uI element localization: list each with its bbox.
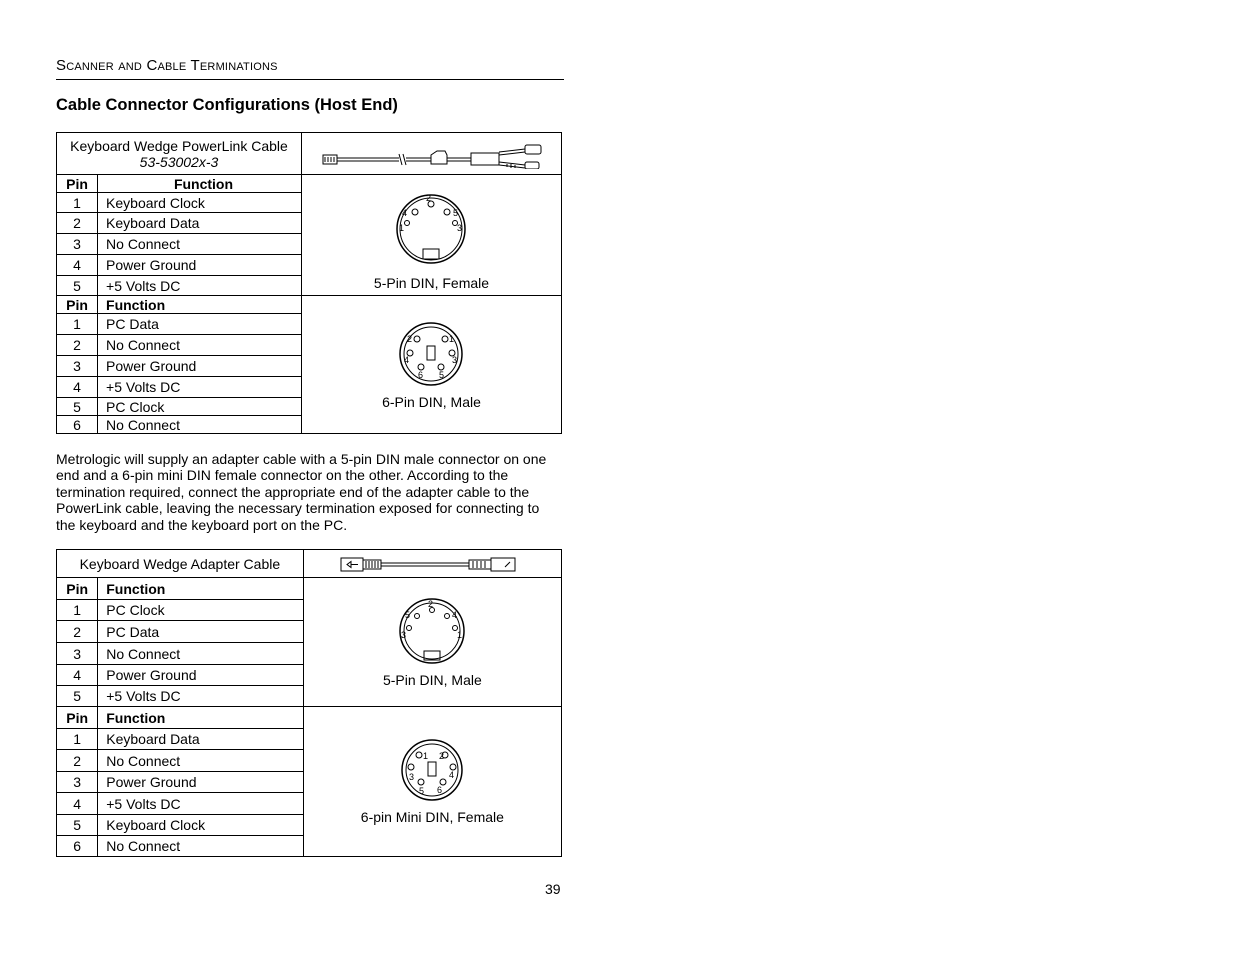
pin-cell: 4 xyxy=(57,255,98,276)
pin-number-label: 5 xyxy=(419,786,425,796)
pin-number-label: 3 xyxy=(452,355,458,365)
pin-number-label: 5 xyxy=(405,610,411,620)
table2-group1-pin-header: Pin xyxy=(57,578,98,600)
6-pin-mini-din-female-icon xyxy=(399,737,465,803)
table2-title-cell: Keyboard Wedge Adapter Cable xyxy=(57,550,304,578)
pin-number-label: 3 xyxy=(401,630,407,640)
function-cell: +5 Volts DC xyxy=(98,276,302,296)
pin-number-label: 2 xyxy=(439,751,445,761)
pin-cell: 5 xyxy=(57,686,98,707)
pin-cell: 1 xyxy=(57,729,98,750)
pin-cell: 3 xyxy=(57,643,98,665)
function-cell: +5 Volts DC xyxy=(98,793,303,815)
adapter-cable-table xyxy=(56,549,562,857)
table1-title-cell xyxy=(57,133,302,175)
section-title: Cable Connector Configurations (Host End) xyxy=(56,96,398,114)
function-cell: Keyboard Clock xyxy=(98,815,303,836)
pin-number-label: 1 xyxy=(399,223,405,233)
pin-cell: 4 xyxy=(57,793,98,815)
powerlink-cable-icon xyxy=(311,139,551,169)
function-cell: Power Ground xyxy=(98,255,302,276)
pin-cell: 4 xyxy=(57,377,98,398)
table1-group2-pin-header: Pin xyxy=(57,296,98,314)
table2-group2-function-header: Function xyxy=(98,707,303,729)
function-cell: Keyboard Clock xyxy=(98,193,302,213)
pin-cell: 2 xyxy=(57,335,98,356)
pin-cell: 1 xyxy=(57,193,98,213)
pin-cell: 5 xyxy=(57,398,98,416)
adapter-description-paragraph: Metrologic will supply an adapter cable with a 5-pin DIN male connector on one end and a 6-pin mini DIN female connector on the other. According to the termination required, connect the appropriate end of the adapter cable to the PowerLink cable, leaving the necessary termination exposed for connecting to the keyboard and the keyboard port on the PC. xyxy=(56,451,547,533)
header-word-3: Terminations xyxy=(190,57,278,74)
pin-number-label: 4 xyxy=(449,770,455,780)
pin-cell: 1 xyxy=(57,314,98,335)
pin-number-label: 1 xyxy=(423,751,429,761)
header-word-2: Cable xyxy=(146,57,191,74)
table1-group1-connector-cell xyxy=(301,175,561,296)
powerlink-cable-image xyxy=(301,133,561,175)
function-cell: +5 Volts DC xyxy=(98,686,303,707)
table1-group2-function-header: Function xyxy=(98,296,302,314)
pin-cell: 3 xyxy=(57,356,98,377)
table1-group2-connector-label: 6-Pin DIN, Male xyxy=(382,394,481,410)
pin-cell: 6 xyxy=(57,416,98,434)
pin-number-label: 5 xyxy=(439,370,445,380)
table1-group2-connector-cell xyxy=(301,296,561,434)
pin-cell: 4 xyxy=(57,665,98,686)
adapter-cable-icon xyxy=(337,555,527,573)
pin-cell: 2 xyxy=(57,750,98,772)
pin-cell: 3 xyxy=(57,234,98,255)
pin-cell: 5 xyxy=(57,815,98,836)
function-cell: PC Data xyxy=(98,314,302,335)
pin-number-label: 5 xyxy=(453,208,459,218)
function-cell: No Connect xyxy=(98,750,303,772)
function-cell: PC Data xyxy=(98,621,303,643)
function-cell: Power Ground xyxy=(98,356,302,377)
function-cell: Keyboard Data xyxy=(98,213,302,234)
pin-number-label: 3 xyxy=(457,223,463,233)
powerlink-cable-table xyxy=(56,132,562,434)
function-cell: +5 Volts DC xyxy=(98,377,302,398)
pin-number-label: 4 xyxy=(452,610,458,620)
table2-group2-connector-cell xyxy=(303,707,561,857)
function-cell: Power Ground xyxy=(98,665,303,686)
function-cell: PC Clock xyxy=(98,600,303,621)
5-pin-din-male-icon xyxy=(397,596,467,666)
table2-group2-pin-header: Pin xyxy=(57,707,98,729)
table2-group1-connector-cell xyxy=(303,578,561,707)
adapter-cable-image xyxy=(303,550,561,578)
pin-cell: 1 xyxy=(57,600,98,621)
function-cell: Power Ground xyxy=(98,772,303,793)
chapter-header xyxy=(56,57,564,80)
pin-cell: 2 xyxy=(57,213,98,234)
pin-cell: 5 xyxy=(57,276,98,296)
pin-number-label: 4 xyxy=(402,208,408,218)
table1-title: Keyboard Wedge PowerLink Cable xyxy=(70,137,288,154)
5-pin-din-female-icon xyxy=(391,191,471,271)
table2-group1-function-header: Function xyxy=(98,578,303,600)
function-cell: No Connect xyxy=(98,416,302,434)
function-cell: No Connect xyxy=(98,643,303,665)
pin-number-label: 2 xyxy=(407,334,413,344)
table1-part-number: 53-53002x-3 xyxy=(139,153,219,170)
table1-group1-pin-header: Pin xyxy=(57,175,98,193)
table2-group2-connector-label: 6-pin Mini DIN, Female xyxy=(360,809,504,825)
pin-number-label: 1 xyxy=(457,630,463,640)
pin-number-label: 2 xyxy=(428,599,434,609)
function-cell: PC Clock xyxy=(98,398,302,416)
pin-number-label: 2 xyxy=(426,193,432,203)
pin-number-label: 6 xyxy=(437,785,443,795)
table1-group1-function-header: Function xyxy=(98,175,302,193)
header-word-1: Scanner and xyxy=(56,57,147,74)
function-cell: No Connect xyxy=(98,335,302,356)
page-number: 39 xyxy=(545,881,561,897)
function-cell: No Connect xyxy=(98,234,302,255)
pin-cell: 6 xyxy=(57,836,98,857)
table2-group1-connector-label: 5-Pin DIN, Male xyxy=(382,672,482,688)
pin-number-label: 4 xyxy=(404,355,410,365)
pin-number-label: 6 xyxy=(418,370,424,380)
pin-number-label: 3 xyxy=(409,772,415,782)
function-cell: No Connect xyxy=(98,836,303,857)
pin-cell: 2 xyxy=(57,621,98,643)
pin-number-label: 1 xyxy=(449,334,455,344)
function-cell: Keyboard Data xyxy=(98,729,303,750)
table1-group1-connector-label: 5-Pin DIN, Female xyxy=(373,275,490,291)
pin-cell: 3 xyxy=(57,772,98,793)
6-pin-din-male-icon xyxy=(397,320,465,388)
